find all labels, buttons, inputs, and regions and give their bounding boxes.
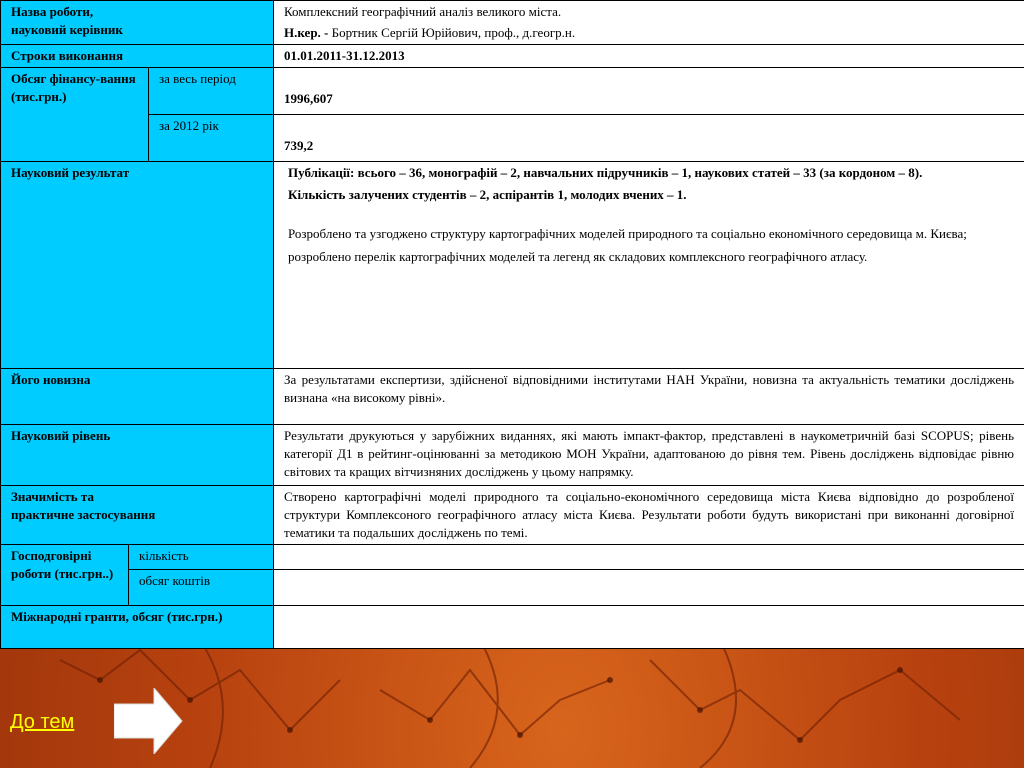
- right-arrow-icon[interactable]: [114, 688, 184, 754]
- row-title: [1, 1, 1024, 45]
- level-value: Результати друкуються у зарубіжних виданнях, які мають імпакт-фактор, представлені в наукометричній базі SCOPUS; рівень категорії Д1 в рейтинг-оцінюванні за методикою МОН України, адаптованою до рівня тем. Рівень досліджень відповідає рівню світових та кращих вітчизняних досліджень у цьому напрямку.: [284, 428, 1015, 479]
- supervisor-label: науковий керівник: [11, 22, 123, 37]
- row-terms: [1, 45, 1024, 68]
- row-contracts-count: [1, 545, 1024, 570]
- supervisor-name: Бортник Сергій Юрійович, проф., д.геогр.н.: [328, 25, 576, 40]
- significance-value-cell: [274, 486, 1024, 545]
- significance-label: Значимість та: [11, 489, 94, 504]
- terms-label: Строки виконання: [1, 45, 274, 68]
- funding-2012-value: 739,2: [274, 115, 1024, 162]
- grants-value: [274, 606, 1024, 649]
- grants-label: Міжнародні гранти, обсяг (тис.грн.): [1, 606, 274, 649]
- title-value-cell: [274, 1, 1024, 45]
- funding-2012-label: за 2012 рік: [149, 115, 274, 162]
- contracts-label: Господговірні роботи (тис.грн..): [1, 545, 129, 606]
- title-label: Назва роботи,: [11, 4, 94, 19]
- funding-label: Обсяг фінансу-вання (тис.грн.): [1, 68, 149, 162]
- significance-label-cell: [1, 486, 274, 545]
- contracts-amount-label: обсяг коштів: [129, 570, 274, 606]
- row-result: [1, 162, 1024, 369]
- row-level: [1, 425, 1024, 486]
- row-grants: [1, 606, 1024, 649]
- level-label: Науковий рівень: [1, 425, 274, 486]
- result-label: Науковий результат: [1, 162, 274, 369]
- funding-total-label: за весь період: [149, 68, 274, 115]
- row-contracts-amount: [1, 570, 1024, 606]
- contracts-count-label: кількість: [129, 545, 274, 570]
- back-to-topics-link[interactable]: До тем: [10, 711, 75, 733]
- novelty-label: Його новизна: [1, 369, 274, 425]
- result-publications: Публікації: всього – 36, монографій – 2, навчальних підручників – 1, наукових статей – 33 (за кордоном – 8).: [288, 165, 923, 180]
- title-value: Комплексний географічний аналіз великого міста.: [284, 4, 562, 19]
- funding-total-value: 1996,607: [274, 68, 1024, 115]
- significance-label-2: практичне застосування: [11, 507, 156, 522]
- result-description: Розроблено та узгоджено структуру картографічних моделей природного та соціально економічного середовища м. Києва; розроблено перелік картографічних моделей та легенд як складових комплексного географічного атласу.: [288, 226, 967, 264]
- contracts-amount-value: [274, 570, 1024, 606]
- terms-value: 01.01.2011-31.12.2013: [274, 45, 1024, 68]
- contracts-count-value: [274, 545, 1024, 570]
- result-students: Кількість залучених студентів – 2, аспірантів 1, молодих вчених – 1.: [288, 187, 687, 202]
- result-value-cell: [274, 162, 1024, 369]
- row-significance: [1, 486, 1024, 545]
- row-funding-2012: [1, 115, 1024, 162]
- row-funding-total: [1, 68, 1024, 115]
- significance-value: Створено картографічні моделі природного та соціально-економічного середовища міста Києва відповідно до розробленої структури Комплексоного географічного атласу міста Києва. Результати роботи будуть використані при виконанні договірної тематики та подальших досліджень по темі.: [284, 489, 1015, 540]
- novelty-value-cell: [274, 369, 1024, 425]
- level-value-cell: [274, 425, 1024, 486]
- supervisor-value: [284, 24, 1014, 42]
- supervisor-prefix: Н.кер. -: [284, 25, 329, 40]
- title-label-cell: [1, 1, 274, 45]
- novelty-value: За результатами експертизи, здійсненої відповідними інститутами НАН України, новизна та актуальність тематики досліджень визнана «на високому рівні».: [284, 372, 1015, 405]
- row-novelty: [1, 369, 1024, 425]
